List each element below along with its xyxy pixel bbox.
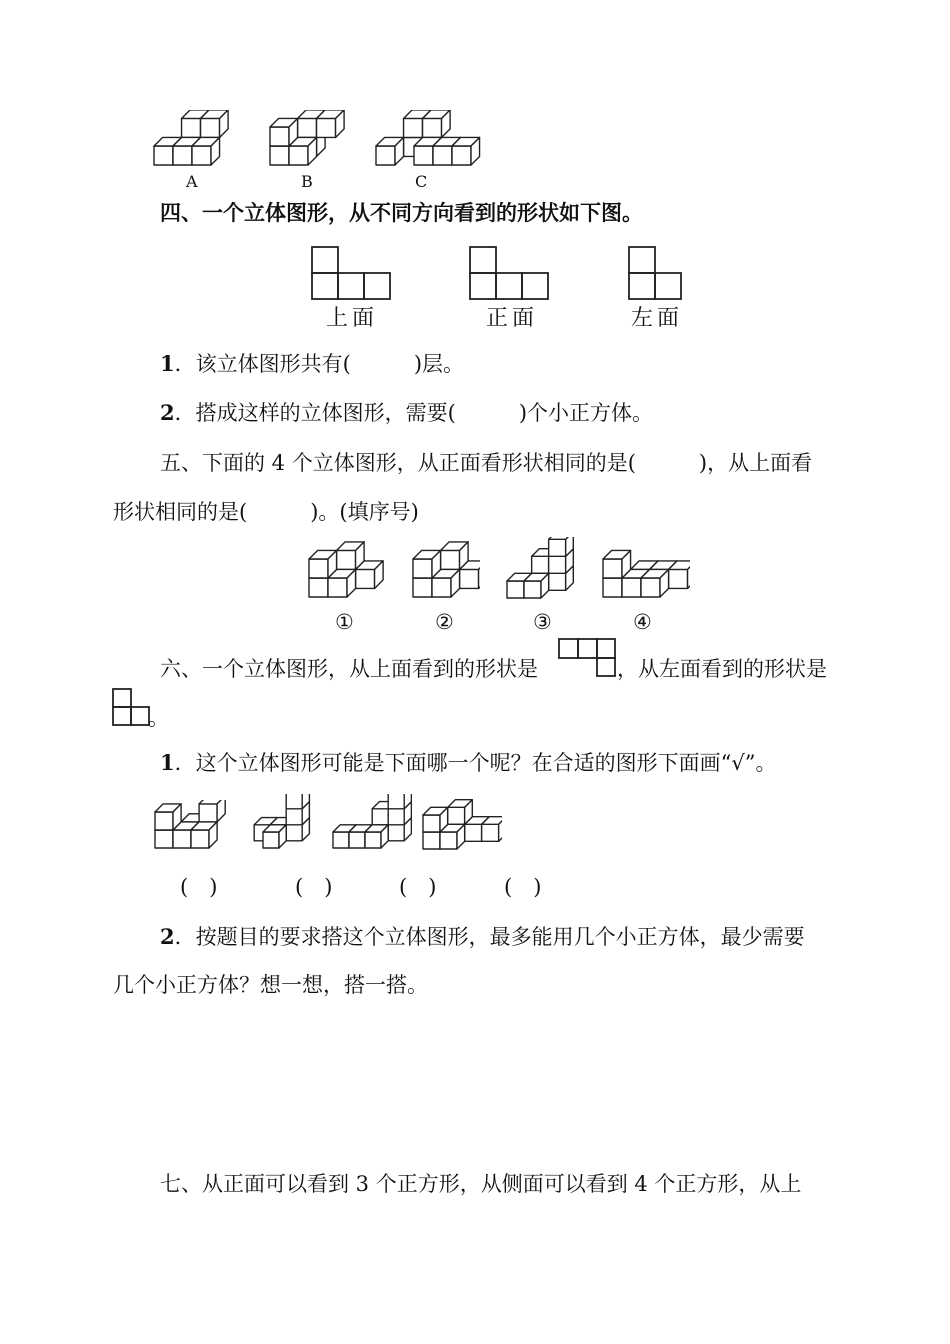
q6-item-2-number: 2 [160, 924, 175, 949]
cube-face [549, 539, 566, 556]
cube-face [154, 146, 173, 165]
cube-face [270, 146, 289, 165]
q6-item-1-text: ．这个立体图形可能是下面哪一个呢？在合适的图形下面画“√”。 [174, 751, 777, 775]
view-left-label: 左面 [631, 306, 684, 331]
cube-face [423, 118, 442, 137]
cube-face [182, 118, 201, 137]
cube-face [192, 146, 211, 165]
cube-face [356, 569, 375, 588]
cube-face [460, 569, 479, 588]
cube-face [669, 569, 688, 588]
cube-face [441, 550, 460, 569]
view-top-label: 上面 [326, 306, 379, 331]
cube-face [173, 830, 191, 848]
cube-face [317, 118, 336, 137]
cube-face [286, 825, 302, 841]
q6-figure-3 [330, 794, 412, 854]
q6-figure-4 [420, 794, 502, 854]
cube-face [414, 146, 433, 165]
cube-face [217, 800, 225, 822]
cube-face [432, 578, 451, 597]
cube-face [603, 559, 622, 578]
cube-face [507, 581, 524, 598]
view-left-shape [627, 245, 685, 303]
q6-answer-blank-2[interactable]: ( ) [295, 875, 333, 899]
cube-face [173, 146, 192, 165]
cube-face [549, 556, 566, 573]
cube-face [365, 832, 381, 848]
cube-face [309, 559, 328, 578]
cube-face [433, 146, 452, 165]
q5-line-2: 形状相同的是( )。(填序号) [113, 500, 419, 524]
cube-face [289, 146, 308, 165]
q5-label-4: ④ [633, 610, 652, 634]
cube-face [337, 550, 356, 569]
q6-item-2-text: ．按题目的要求搭这个立体图形，最多能用几个小正方体，最少需要 [174, 925, 805, 949]
q6-answer-blank-3[interactable]: ( ) [399, 875, 437, 899]
cube-face [603, 578, 622, 597]
q6-answer-blank-4[interactable]: ( ) [504, 875, 542, 899]
cube-face [549, 573, 566, 590]
cube-face [263, 832, 279, 848]
q5-label-3: ③ [533, 610, 552, 634]
cube-face [452, 146, 471, 165]
cube-face [298, 118, 317, 137]
cube-face [201, 118, 220, 137]
q4-item-2-text: ．搭成这样的立体图形，需要( )个小正方体。 [174, 401, 654, 425]
q6-answer-blank-1[interactable]: ( ) [180, 875, 218, 899]
cube-face [155, 830, 173, 848]
cube-face [622, 578, 641, 597]
q6-line-2-end: 。 [148, 706, 169, 730]
cube-face [333, 832, 349, 848]
view-front-label: 正面 [486, 306, 539, 331]
cube-face [440, 832, 457, 849]
q6-line-1b: ，从左面看到的形状是 [617, 657, 827, 681]
q4-item-2 [160, 402, 653, 424]
cube-face [482, 824, 499, 841]
cube-figure-c [372, 110, 482, 170]
q5-figure-1 [306, 540, 386, 604]
q5-figure-4 [600, 540, 690, 604]
cube-face [328, 578, 347, 597]
cube-face [388, 794, 404, 809]
cube-face [641, 578, 660, 597]
q4-item-1-number: 1 [160, 351, 175, 376]
cube-face [349, 832, 365, 848]
q4-item-1 [160, 353, 464, 375]
q6-line-1a: 六、一个立体图形，从上面看到的形状是 [160, 657, 538, 681]
cube-face [191, 830, 209, 848]
q5-line-1: 五、下面的 4 个立体图形，从正面看形状相同的是( )，从上面看 [160, 451, 813, 475]
cube-face [309, 578, 328, 597]
cube-face [524, 581, 541, 598]
q6-item-2-line-1 [160, 926, 805, 948]
q6-item-2-line-2: 几个小正方体？想一想，搭一搭。 [113, 973, 428, 997]
option-label-b: B [301, 172, 313, 191]
cube-figure-b [266, 110, 356, 170]
q4-item-1-text: ．该立体图形共有( )层。 [174, 352, 465, 376]
cube-face [423, 832, 440, 849]
cube-face [155, 812, 173, 830]
cube-face [448, 807, 465, 824]
cube-face [388, 825, 404, 841]
q5-figure-3 [504, 537, 586, 601]
q5-figure-2 [410, 540, 480, 604]
q6-item-1 [160, 752, 776, 774]
cube-face [376, 146, 395, 165]
q6-top-view-shape [557, 637, 617, 679]
cube-face [404, 118, 423, 137]
cube-face [270, 127, 289, 146]
q4-item-2-number: 2 [160, 400, 175, 425]
cube-face [413, 578, 432, 597]
q6-figure-1 [152, 800, 234, 854]
cube-face [388, 809, 404, 825]
q7-line-1: 七、从正面可以看到 3 个正方形，从侧面可以看到 4 个正方形，从上 [160, 1172, 802, 1196]
option-label-c: C [415, 172, 428, 191]
cube-face [199, 804, 217, 822]
cube-figure-a [150, 110, 240, 170]
view-front-shape [468, 245, 552, 303]
cube-face [413, 559, 432, 578]
cube-face [286, 794, 302, 809]
cube-face [423, 815, 440, 832]
cube-face [286, 809, 302, 825]
view-top-shape [310, 245, 394, 303]
q6-item-1-number: 1 [160, 750, 175, 775]
cube-face [532, 556, 549, 573]
q5-label-2: ② [435, 610, 454, 634]
q6-figure-2 [244, 794, 316, 854]
q5-label-1: ① [335, 610, 354, 634]
q4-heading: 四、一个立体图形，从不同方向看到的形状如下图。 [160, 200, 643, 225]
cube-face [372, 809, 388, 825]
option-label-a: A [186, 172, 198, 191]
cube-face [465, 824, 482, 841]
